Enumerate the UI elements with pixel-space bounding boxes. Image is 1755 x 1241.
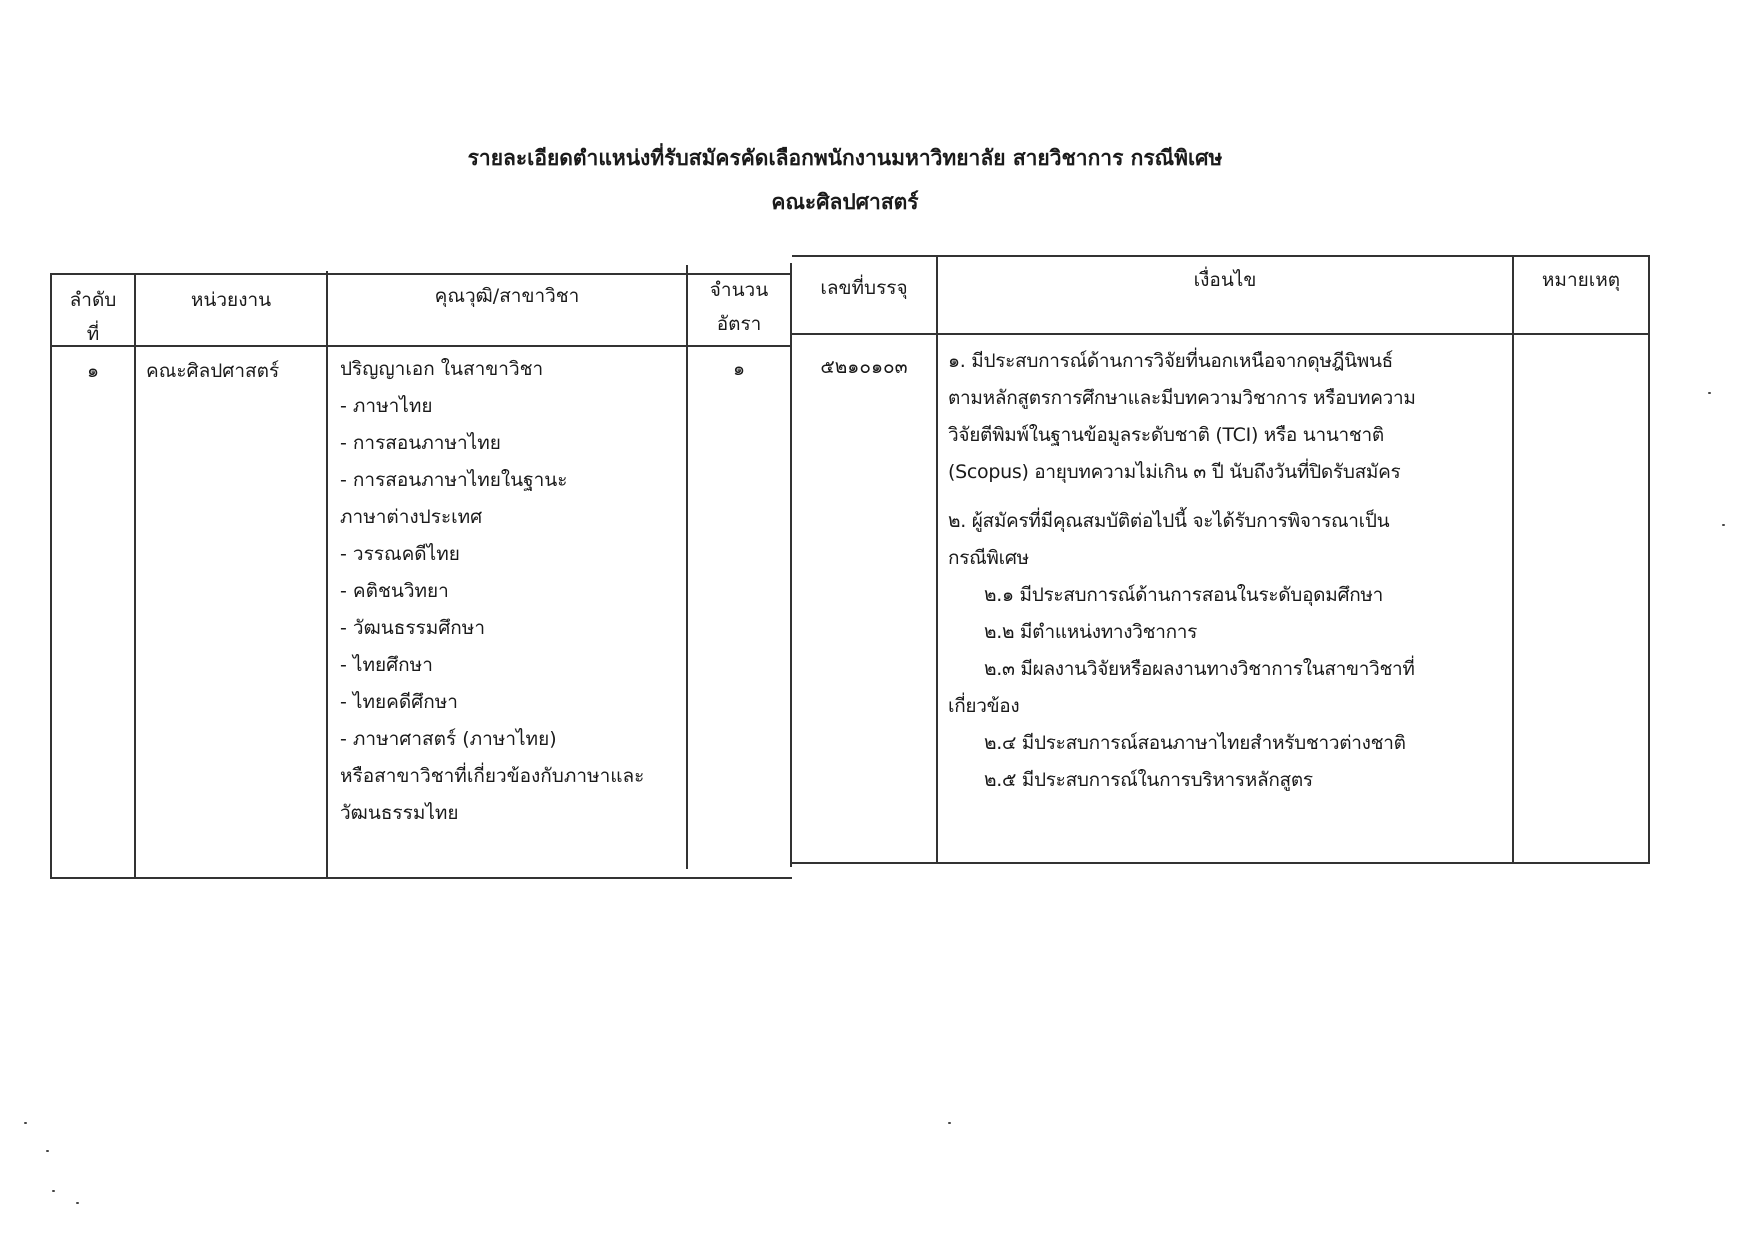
condition-line: ๒.๒ มีตำแหน่งทางวิชาการ: [984, 621, 1198, 643]
scan-speck: [52, 1190, 55, 1192]
scan-speck: [1722, 524, 1725, 526]
qualification-line: ภาษาต่างประเทศ: [340, 506, 483, 528]
condition-line: ตามหลักสูตรการศึกษาและมีบทความวิชาการ หรือบทความ: [948, 387, 1416, 409]
scan-speck: [76, 1202, 79, 1204]
scan-speck: [1708, 392, 1711, 394]
table-top-border-left: [50, 273, 792, 275]
qualification-line: - การสอนภาษาไทยในฐานะ: [340, 469, 568, 491]
qualification-line: วัฒนธรรมไทย: [340, 802, 459, 824]
table-bottom-border-right: [792, 862, 1650, 864]
header-remarks: หมายเหตุ: [1541, 269, 1621, 291]
condition-line: เกี่ยวข้อง: [948, 695, 1020, 717]
qualification-line: - ภาษาไทย: [340, 395, 433, 417]
qualification-line: - ภาษาศาสตร์ (ภาษาไทย): [340, 728, 557, 750]
qualification-line: ปริญญาเอก ในสาขาวิชา: [340, 358, 544, 380]
row-conditions: [948, 343, 1510, 799]
table-bottom-border-left: [50, 877, 792, 879]
header-count-line1: จำนวน: [709, 279, 769, 301]
table-top-border-right: [792, 255, 1650, 257]
header-bottom-border-left: [50, 345, 792, 347]
qualification-line: - วัฒนธรรมศึกษา: [340, 617, 486, 639]
row-qualification: [340, 351, 684, 832]
column-divider-6: [1512, 255, 1514, 863]
positions-table: [50, 255, 1650, 880]
header-bottom-border-right: [792, 333, 1650, 335]
header-count-line2: อัตรา: [716, 313, 762, 335]
condition-line: ๒.๑ มีประสบการณ์ด้านการสอนในระดับอุดมศึกษา: [984, 584, 1383, 606]
row-position-no: ๕๒๑๐๑๐๓: [820, 356, 908, 378]
scan-speck: [948, 1122, 951, 1124]
condition-line: ๒. ผู้สมัครที่มีคุณสมบัติต่อไปนี้ จะได้รับการพิจารณาเป็น: [948, 510, 1390, 532]
condition-line: ๒.๓ มีผลงานวิจัยหรือผลงานทางวิชาการในสาขาวิชาที่: [984, 658, 1415, 680]
document-title: รายละเอียดตำแหน่งที่รับสมัครคัดเลือกพนักงานมหาวิทยาลัย สายวิชาการ กรณีพิเศษ: [467, 146, 1223, 170]
header-conditions: เงื่อนไข: [1193, 269, 1257, 291]
qualification-line: - การสอนภาษาไทย: [340, 432, 501, 454]
header-qualification: คุณวุฒิ/สาขาวิชา: [434, 285, 580, 307]
table-right-border: [1648, 255, 1650, 863]
condition-line: วิจัยตีพิมพ์ในฐานข้อมูลระดับชาติ (TCI) หรือ นานาชาติ: [948, 424, 1384, 446]
header-no-line2: ที่: [86, 323, 100, 345]
qualification-line: - ไทยศึกษา: [340, 654, 433, 676]
qualification-line: หรือสาขาวิชาที่เกี่ยวข้องกับภาษาและ: [340, 765, 645, 787]
header-position-no: เลขที่บรรจุ: [820, 277, 908, 299]
header-unit: หน่วยงาน: [190, 289, 272, 311]
column-divider-2: [326, 271, 328, 877]
column-divider-1: [134, 273, 136, 879]
scan-speck: [24, 1122, 27, 1124]
scan-speck: [46, 1150, 49, 1152]
qualification-line: - ไทยคดีศึกษา: [340, 691, 458, 713]
qualification-line: - คติชนวิทยา: [340, 580, 449, 602]
document-subtitle: คณะศิลปศาสตร์: [771, 190, 919, 214]
condition-line: ๑. มีประสบการณ์ด้านการวิจัยที่นอกเหนือจากดุษฎีนิพนธ์: [948, 350, 1393, 372]
condition-line: (Scopus) อายุบทความไม่เกิน ๓ ปี นับถึงวันที่ปิดรับสมัคร: [948, 461, 1401, 483]
header-count: [688, 273, 790, 341]
header-no-line1: ลำดับ: [69, 289, 117, 311]
header-no: [52, 283, 134, 351]
condition-line: กรณีพิเศษ: [948, 547, 1029, 569]
condition-line: ๒.๕ มีประสบการณ์ในการบริหารหลักสูตร: [984, 769, 1313, 791]
qualification-line: - วรรณคดีไทย: [340, 543, 460, 565]
row-unit: คณะศิลปศาสตร์: [146, 360, 280, 382]
row-no: ๑: [86, 360, 100, 382]
row-count: ๑: [732, 358, 746, 380]
column-divider-5: [936, 257, 938, 863]
condition-line: ๒.๔ มีประสบการณ์สอนภาษาไทยสำหรับชาวต่างชาติ: [984, 732, 1406, 754]
